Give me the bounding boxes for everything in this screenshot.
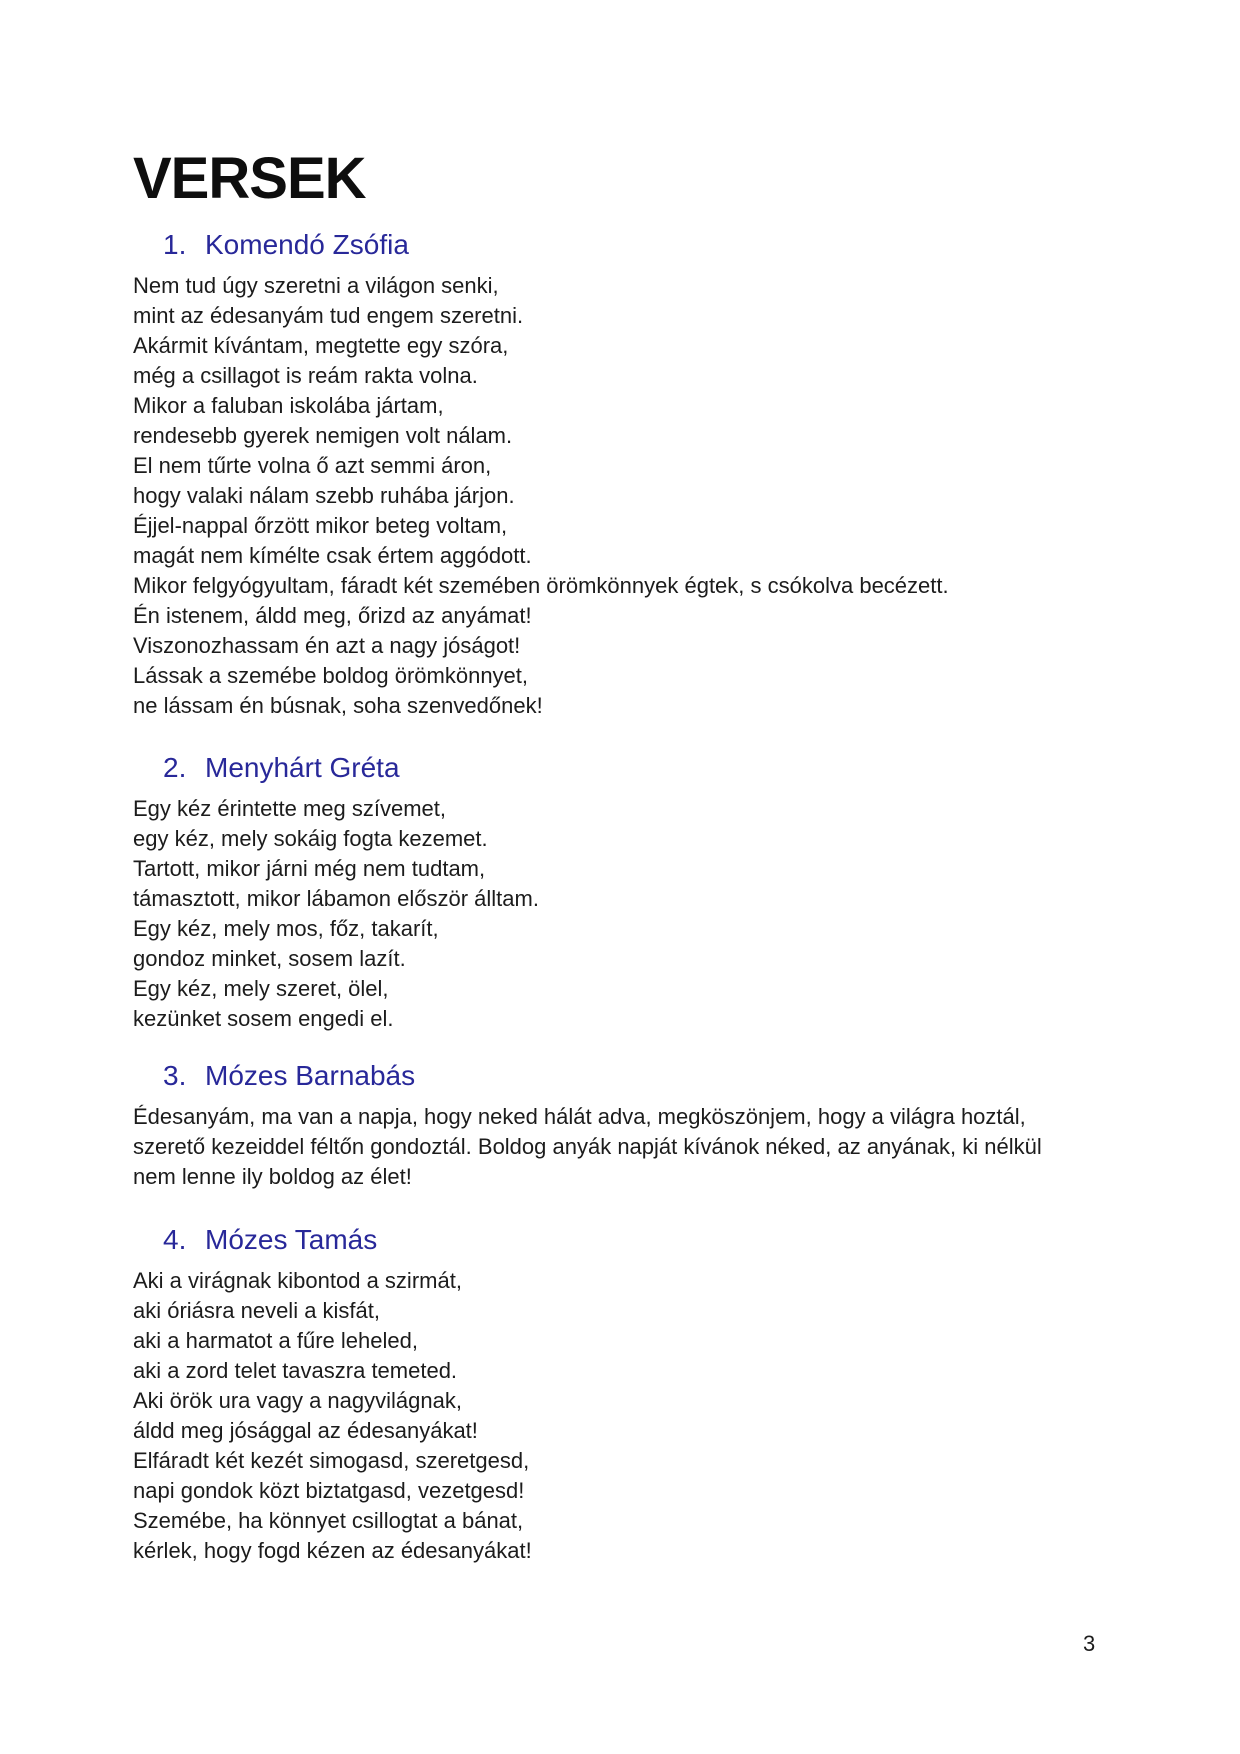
poem-line: Mikor a faluban iskolába jártam, <box>133 393 444 418</box>
poem-line: Akármit kívántam, megtette egy szóra, <box>133 333 509 358</box>
section-1 <box>133 227 1123 721</box>
heading-number: 1. <box>163 229 187 260</box>
heading-name: Mózes Tamás <box>205 1224 378 1255</box>
poem-line: magát nem kímélte csak értem aggódott. <box>133 543 532 568</box>
poem-line: aki a zord telet tavaszra temeted. <box>133 1358 458 1383</box>
heading-name: Mózes Barnabás <box>205 1060 416 1091</box>
section-4-heading <box>133 1222 1123 1258</box>
heading-name: Komendó Zsófia <box>205 229 409 260</box>
section-2 <box>133 750 1123 1034</box>
section-2-heading <box>133 750 1123 786</box>
poem-line: támasztott, mikor lábamon először álltam. <box>133 886 539 911</box>
poem-line: Aki örök ura vagy a nagyvilágnak, <box>133 1388 462 1413</box>
poem-line: Egy kéz, mely szeret, ölel, <box>133 976 389 1001</box>
poem-line: aki a harmatot a fűre leheled, <box>133 1328 418 1353</box>
poem-line: Tartott, mikor járni még nem tudtam, <box>133 856 486 881</box>
poem-line: Lássak a szemébe boldog örömkönnyet, <box>133 663 529 688</box>
poem-line: kérlek, hogy fogd kézen az édesanyákat! <box>133 1538 532 1563</box>
poem-line: Szemébe, ha könnyet csillogtat a bánat, <box>133 1508 524 1533</box>
poem-line: még a csillagot is reám rakta volna. <box>133 363 478 388</box>
document-content <box>133 0 1123 1566</box>
heading-number: 4. <box>163 1224 187 1255</box>
poem-line: rendesebb gyerek nemigen volt nálam. <box>133 423 513 448</box>
poem-line: Mikor felgyógyultam, fáradt két szemében örömkönnyek égtek, s csókolva becézett. <box>133 573 949 598</box>
poem-line: gondoz minket, sosem lazít. <box>133 946 406 971</box>
poem-1 <box>133 271 1123 721</box>
poem-line: ne lássam én búsnak, soha szenvedőnek! <box>133 693 543 718</box>
paragraph-line: nem lenne ily boldog az élet! <box>133 1164 412 1189</box>
poem-line: Éjjel-nappal őrzött mikor beteg voltam, <box>133 513 508 538</box>
poem-4 <box>133 1266 1123 1566</box>
section-3-heading <box>133 1058 1123 1094</box>
poem-line: aki óriásra neveli a kisfát, <box>133 1298 380 1323</box>
paragraph-3 <box>133 1102 1123 1192</box>
poem-line: Aki a virágnak kibontod a szirmát, <box>133 1268 462 1293</box>
poem-line: El nem tűrte volna ő azt semmi áron, <box>133 453 492 478</box>
poem-line: egy kéz, mely sokáig fogta kezemet. <box>133 826 488 851</box>
section-4 <box>133 1222 1123 1566</box>
heading-name: Menyhárt Gréta <box>205 752 400 783</box>
poem-line: Viszonozhassam én azt a nagy jóságot! <box>133 633 521 658</box>
heading-number: 3. <box>163 1060 187 1091</box>
poem-line: Egy kéz, mely mos, főz, takarít, <box>133 916 439 941</box>
poem-line: mint az édesanyám tud engem szeretni. <box>133 303 524 328</box>
poem-line: kezünket sosem engedi el. <box>133 1006 394 1031</box>
poem-line: Elfáradt két kezét simogasd, szeretgesd, <box>133 1448 530 1473</box>
section-3 <box>133 1058 1123 1192</box>
poem-line: áldd meg jósággal az édesanyákat! <box>133 1418 478 1443</box>
poem-line: Nem tud úgy szeretni a világon senki, <box>133 273 499 298</box>
heading-number: 2. <box>163 752 187 783</box>
document-title: VERSEK <box>133 146 366 211</box>
paragraph-line: Édesanyám, ma van a napja, hogy neked hálát adva, megköszönjem, hogy a világra hoztál, <box>133 1104 1026 1129</box>
poem-line: hogy valaki nálam szebb ruhába járjon. <box>133 483 515 508</box>
poem-line: Egy kéz érintette meg szívemet, <box>133 796 447 821</box>
page-number: 3 <box>1083 1631 1096 1656</box>
section-1-heading <box>133 227 1123 263</box>
paragraph-line: szerető kezeiddel féltőn gondoztál. Boldog anyák napját kívánok néked, az anyának, ki nélkül <box>133 1134 1042 1159</box>
poem-line: napi gondok közt biztatgasd, vezetgesd! <box>133 1478 525 1503</box>
poem-line: Én istenem, áldd meg, őrizd az anyámat! <box>133 603 532 628</box>
poem-2 <box>133 794 1123 1034</box>
